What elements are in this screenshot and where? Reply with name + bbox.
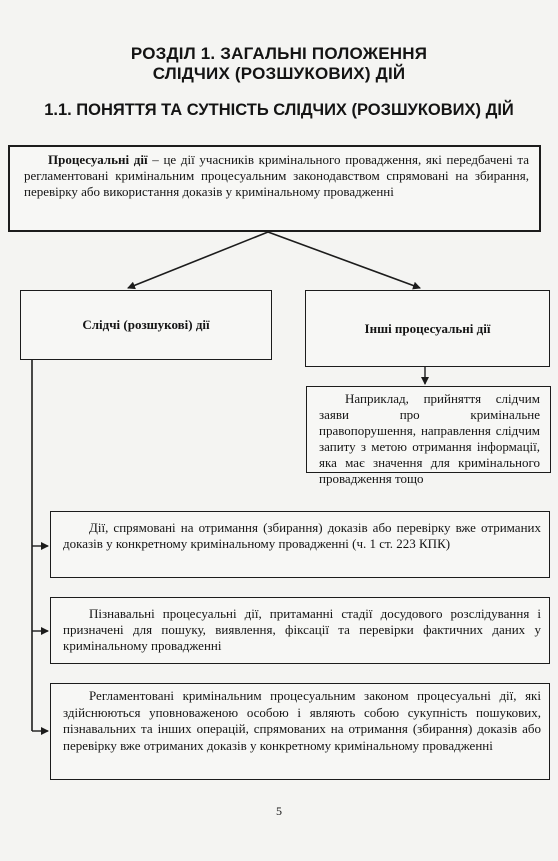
arrow-to-right-branch xyxy=(268,232,420,288)
definition-text xyxy=(24,152,529,200)
characteristic-box-1 xyxy=(50,511,550,578)
characteristic-box-2 xyxy=(50,597,550,664)
section-heading-line2: СЛІДЧИХ (РОЗШУКОВИХ) ДІЙ xyxy=(152,64,406,83)
definition-body: – це дії учасників кримінального провадження, які передбачені та регламентовані кримінальним процесуальним законодавством спрямовані на збирання, перевірку або використання доказів у кримінальному провадженні xyxy=(24,152,530,199)
characteristic-box-3 xyxy=(50,683,550,780)
arrow-to-left-branch xyxy=(128,232,268,288)
branch-right-label: Інші процесуальні дії xyxy=(364,320,491,336)
characteristic-text-1: Дії, спрямовані на отримання (збирання) доказів або перевірку вже отриманих доказів у конкретному кримінальному провадженні (ч. 1 ст. 223 КПК) xyxy=(63,520,541,551)
definition-box xyxy=(8,145,541,232)
definition-term: Процесуальні дії xyxy=(48,152,148,167)
characteristic-text-2: Пізнавальні процесуальні дії, притаманні стадії досудового розслідування і призначені для пошуку, виявлення, фіксації та перевірки фактичних даних у кримінальному провадженні xyxy=(63,606,541,653)
example-box xyxy=(306,386,551,486)
branch-other-actions xyxy=(305,290,550,367)
page-number: 5 xyxy=(276,804,282,818)
example-text: Наприклад, прийняття слідчим заяви про кримінальне правопорушення, направлення слідчим запиту з метою отримання інформації, яка має значення для кримінального провадження тощо xyxy=(319,391,540,486)
branch-left-label: Слідчі (розшукові) дії xyxy=(82,317,210,332)
branch-investigative-actions xyxy=(20,290,272,360)
characteristic-text-3: Регламентовані кримінальним процесуальним законом процесуальні дії, які здійснюються уповноваженою особою і являють собою сукупність пошукових, пізнавальних та інших операцій, спрямованих на отримання (збирання) доказів або перевірку вже отриманих доказів у конкретному кримінальному провадженні xyxy=(63,688,541,753)
section-heading-line1: РОЗДІЛ 1. ЗАГАЛЬНІ ПОЛОЖЕННЯ xyxy=(130,44,428,63)
subsection-heading: 1.1. ПОНЯТТЯ ТА СУТНІСТЬ СЛІДЧИХ (РОЗШУКОВИХ) ДІЙ xyxy=(44,101,514,119)
